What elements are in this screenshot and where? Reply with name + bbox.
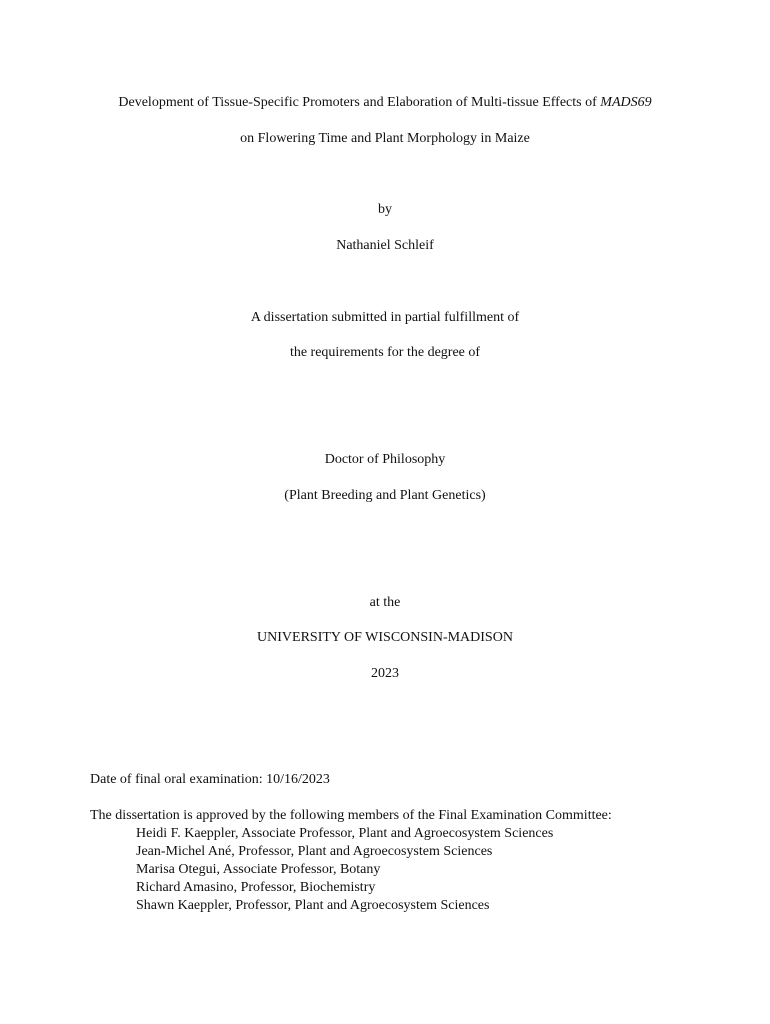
degree-field: (Plant Breeding and Plant Genetics) (284, 488, 486, 503)
title-line-1-text: Development of Tissue-Specific Promoters and Elaboration of Multi-tissue Effects of (118, 95, 601, 110)
author-name: Nathaniel Schleif (336, 238, 434, 253)
exam-date: Date of final oral examination: 10/16/2023 (90, 772, 330, 787)
submission-line-1: A dissertation submitted in partial fulfillment of (250, 310, 520, 325)
gene-name: MADS69 (600, 95, 652, 110)
title-line-2: on Flowering Time and Plant Morphology in Maize (240, 131, 530, 146)
committee-member: Heidi F. Kaeppler, Associate Professor, Plant and Agroecosystem Sciences (136, 826, 554, 841)
committee-member: Jean-Michel Ané, Professor, Plant and Agroecosystem Sciences (136, 844, 493, 859)
degree-name: Doctor of Philosophy (324, 452, 446, 467)
at-the-label: at the (369, 595, 401, 610)
submission-line-2: the requirements for the degree of (289, 345, 481, 360)
title-line-1 (0, 94, 770, 112)
committee-member: Shawn Kaeppler, Professor, Plant and Agroecosystem Sciences (136, 898, 490, 913)
committee-member: Richard Amasino, Professor, Biochemistry (136, 880, 376, 895)
institution-name: UNIVERSITY OF WISCONSIN-MADISON (257, 630, 513, 645)
degree-year: 2023 (371, 666, 399, 681)
by-label: by (378, 202, 392, 217)
committee-member: Marisa Otegui, Associate Professor, Botany (136, 862, 381, 877)
committee-intro: The dissertation is approved by the following members of the Final Examination Committee: (90, 808, 612, 823)
